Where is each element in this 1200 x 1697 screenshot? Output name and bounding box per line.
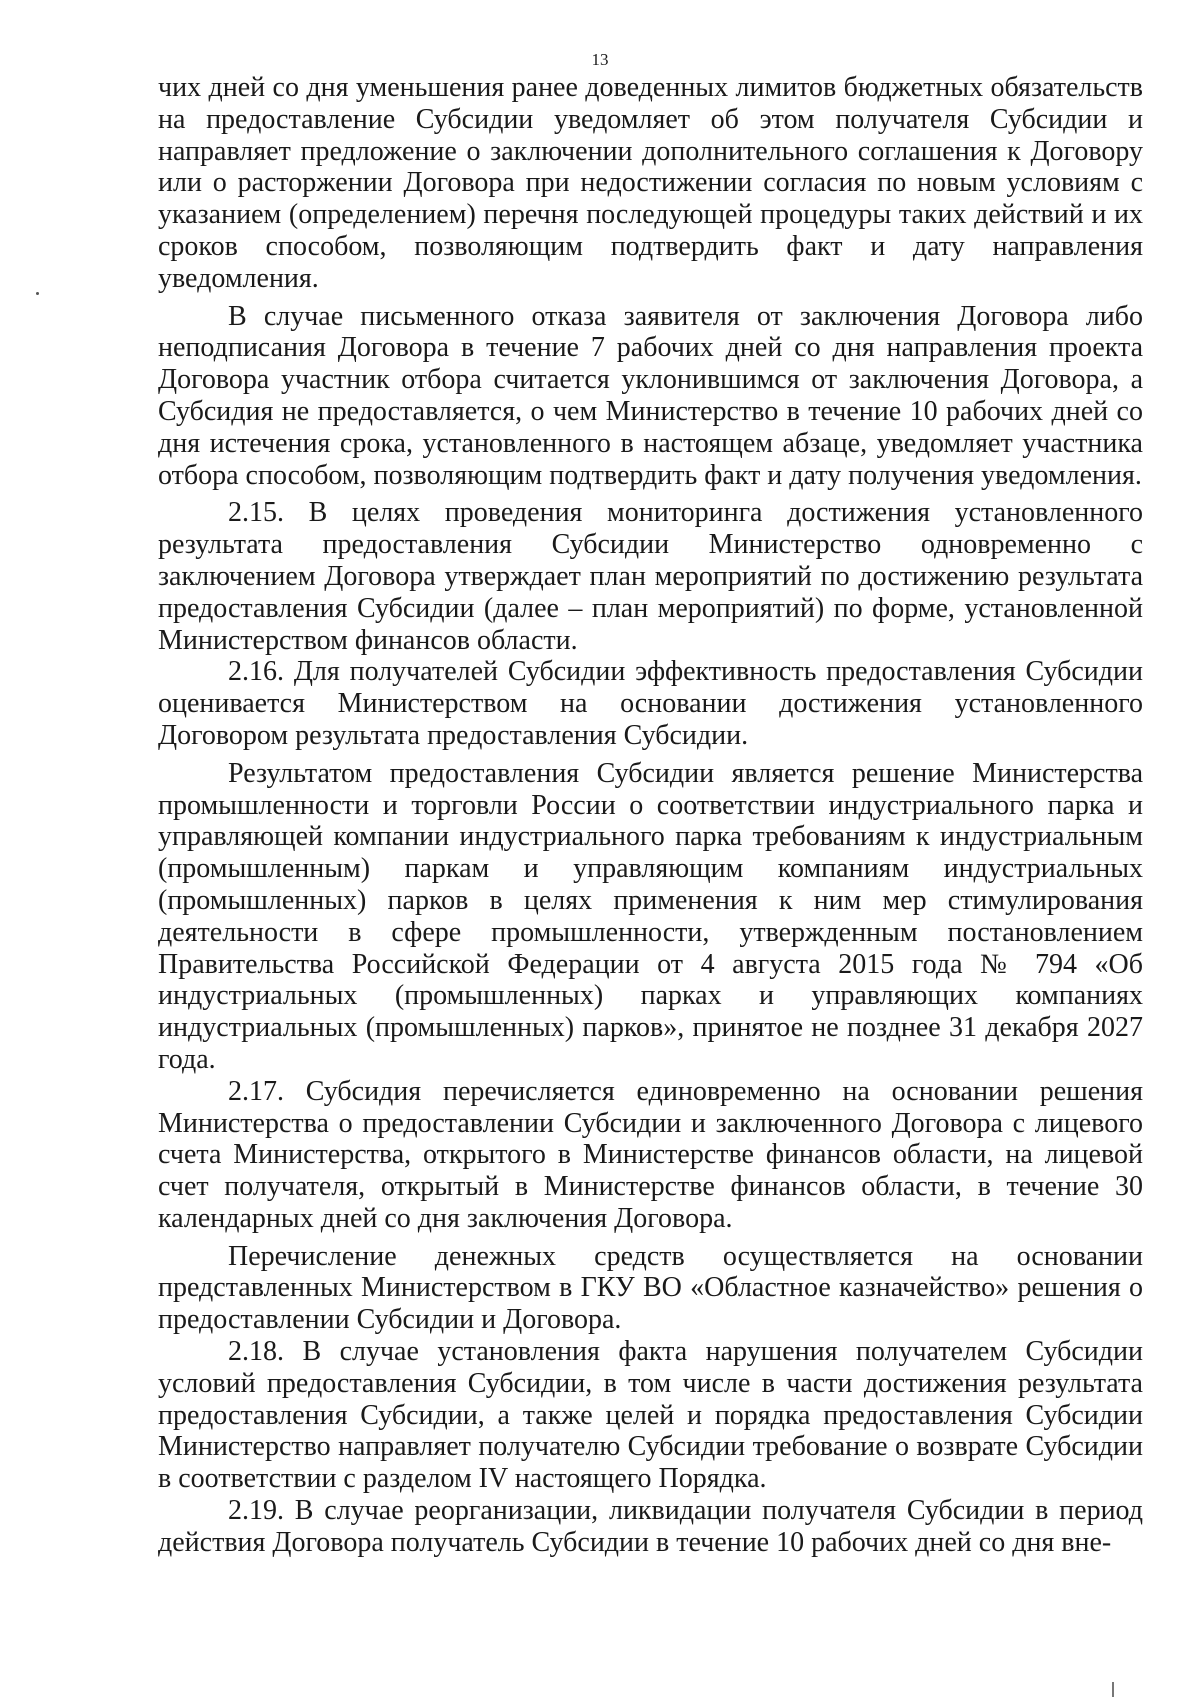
paragraph-result: Результатом предоставления Субсидии является решение Министерства промышленности и торговли России о соответствии индустриального парка и управляющей компании индустриального парка требованиям к индустриальным (промышленным) паркам и управляющим компаниям индустриальных (промышленных) парков в целях применения к ним мер стимулирования деятельности в сфере промышленности, утвержденным постановлением Правительства Российской Федерации от 4 августа 2015 года № 794 «Об индустриальных (промышленных) парках и управляющих компаниях индустриальных (промышленных) парков», принятое не позднее 31 декабря 2027 года.	[158, 757, 1143, 1075]
paragraph-2-17: 2.17. Субсидия перечисляется единовременно на основании решения Министерства о предоставлении Субсидии и заключенного Договора с лицевого счета Министерства, открытого в Министерстве финансов области, на лицевой счет получателя, открытый в Министерстве финансов области, в течение 30 календарных дней со дня заключения Договора.	[158, 1075, 1143, 1234]
page-number: 13	[591, 50, 609, 69]
paragraph-2-15: 2.15. В целях проведения мониторинга достижения установленного результата предоставления Субсидии Министерство одновременно с заключением Договора утверждает план мероприятий по достижению результата предоставления Субсидии (далее – план мероприятий) по форме, установленной Министерством финансов области.	[158, 497, 1143, 656]
paragraph-refusal: В случае письменного отказа заявителя от заключения Договора либо неподписания Договора в течение 7 рабочих дней со дня направления проекта Договора участник отбора считается уклонившимся от заключения Договора, а Субсидия не предоставляется, о чем Министерство в течение 10 рабочих дней со дня истечения срока, установленного в настоящем абзаце, уведомляет участника отбора способом, позволяющим подтвердить факт и дату получения уведомления.	[158, 300, 1143, 491]
paragraph-2-16: 2.16. Для получателей Субсидии эффективность предоставления Субсидии оценивается Министерством на основании достижения установленного Договором результата предоставления Субсидии.	[158, 656, 1143, 751]
paragraph-2-19: 2.19. В случае реорганизации, ликвидации получателя Субсидии в период действия Договора получатель Субсидии в течение 10 рабочих дней со дня вне-	[158, 1495, 1143, 1558]
scan-mark	[36, 292, 39, 295]
paragraph-2-18: 2.18. В случае установления факта нарушения получателем Субсидии условий предоставления Субсидии, в том числе в части достижения результата предоставления Субсидии, а также целей и порядка предоставления Субсидии Министерство направляет получателю Субсидии требование о возврате Субсидии в соответствии с разделом IV настоящего Порядка.	[158, 1336, 1143, 1495]
paragraph-continuation: чих дней со дня уменьшения ранее доведенных лимитов бюджетных обязательств на предоставление Субсидии уведомляет об этом получателя Субсидии и направляет предложение о заключении дополнительного соглашения к Договору или о расторжении Договора при недостижении согласия по новым условиям с указанием (определением) перечня последующей процедуры таких действий и их сроков способом, позволяющим подтвердить факт и дату направления уведомления.	[158, 72, 1143, 294]
document-body	[158, 72, 1143, 1559]
scan-mark	[1112, 1682, 1114, 1697]
paragraph-transfer: Перечисление денежных средств осуществляется на основании представленных Министерством в ГКУ ВО «Областное казначейство» решения о предоставлении Субсидии и Договора.	[158, 1240, 1143, 1336]
